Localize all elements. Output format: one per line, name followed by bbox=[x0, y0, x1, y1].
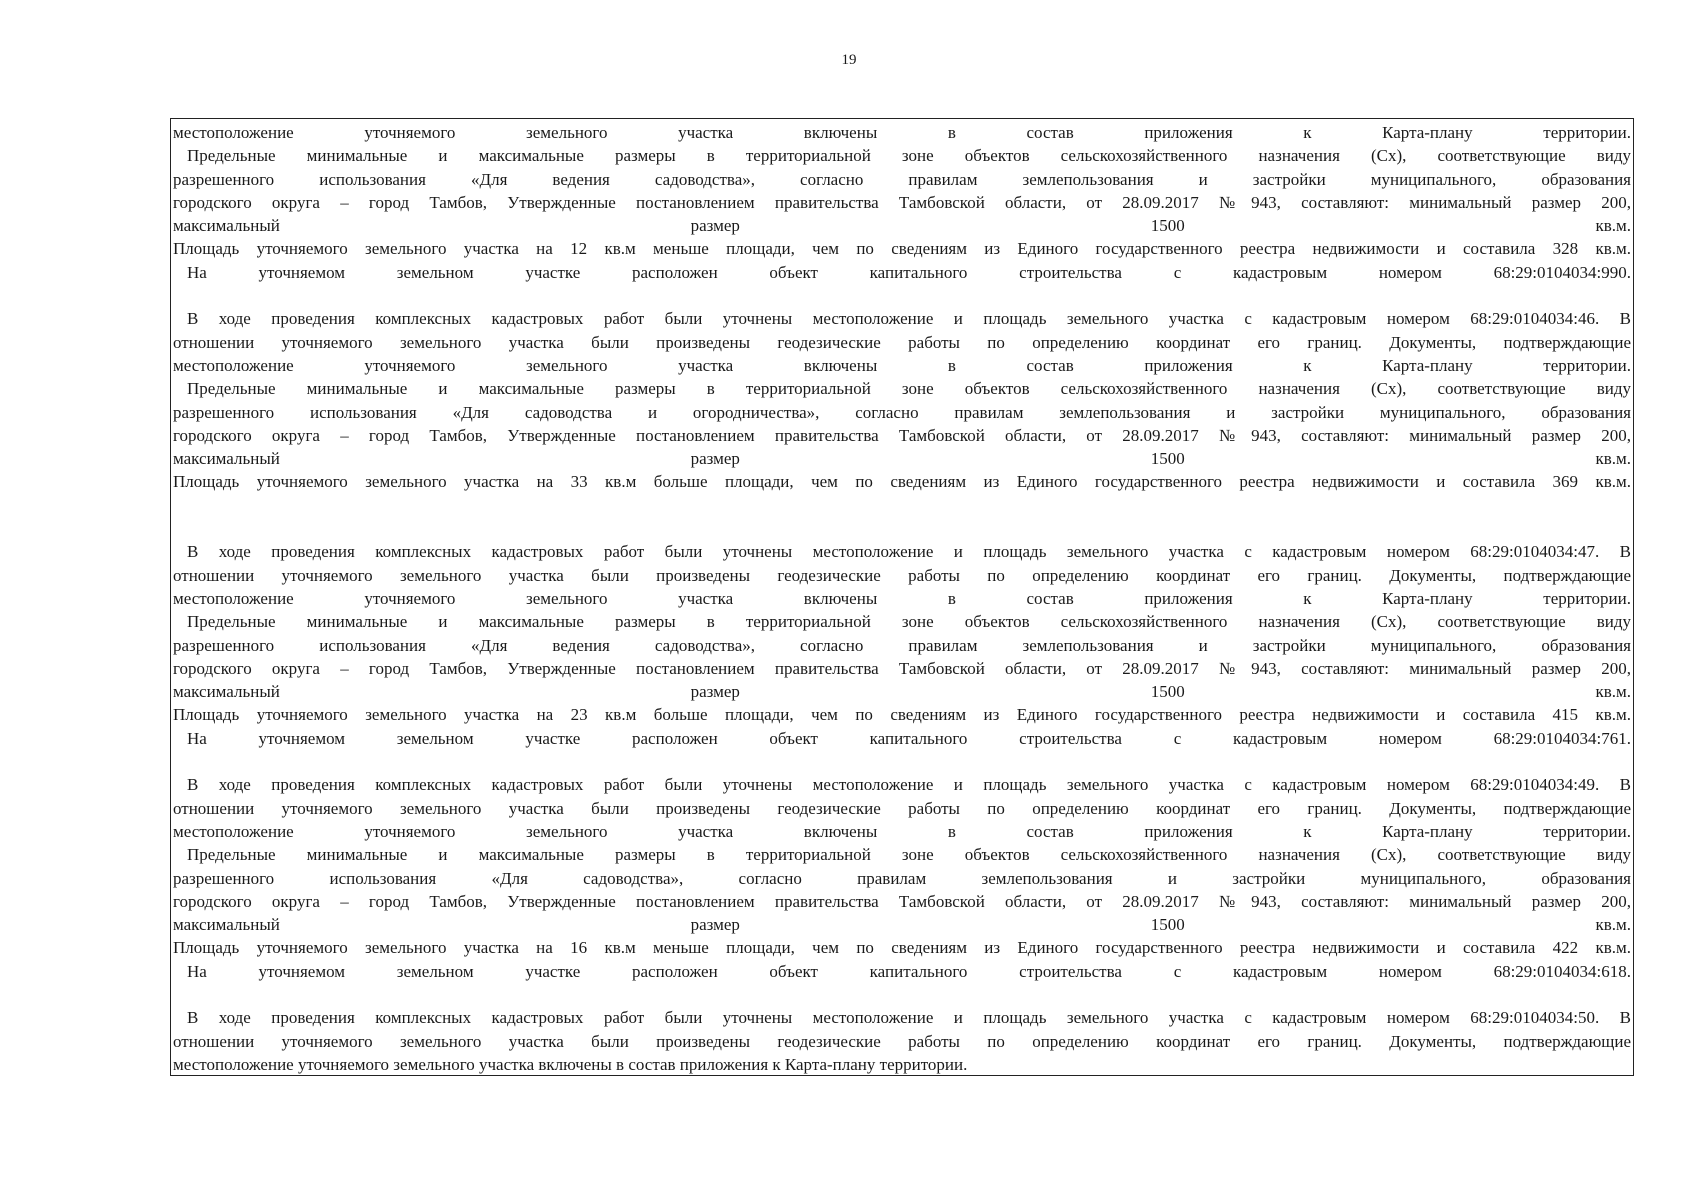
text-line: городского округа – город Тамбов, Утвержденные постановлением правительства Тамбовской области, от 28.09.2017 №943, составляют: минимальный размер 200, bbox=[173, 658, 1631, 678]
text-line: разрешенного использования «Для ведения садоводства», согласно правилам землепользования и застройки муниципального, образования bbox=[173, 169, 1631, 189]
text-line: местоположение уточняемого земельного участка включены в состав приложения к Карта-плану территории. bbox=[173, 821, 1631, 841]
text-line: разрешенного использования «Для садоводства», согласно правилам землепользования и застройки муниципального, образования bbox=[173, 868, 1631, 888]
page-number: 19 bbox=[841, 52, 857, 68]
document-body bbox=[171, 119, 1633, 1076]
text-line: разрешенного использования «Для ведения садоводства», согласно правилам землепользования и застройки муниципального, образования bbox=[173, 635, 1631, 655]
text-line: На уточняемом земельном участке расположен объект капитального строительства с кадастровым номером 68:29:0104034:618. bbox=[187, 961, 1631, 981]
paragraph-gap bbox=[173, 284, 1631, 307]
text-line: городского округа – город Тамбов, Утвержденные постановлением правительства Тамбовской области, от 28.09.2017 №943, составляют: минимальный размер 200, bbox=[173, 425, 1631, 445]
text-line: В ходе проведения комплексных кадастровых работ были уточнены местоположение и площадь земельного участка с кадастровым номером 68:29:0104034:49. В bbox=[187, 775, 1631, 795]
text-line: Предельные минимальные и максимальные размеры в территориальной зоне объектов сельскохозяйственного назначения (Сх), соответствующие виду bbox=[187, 612, 1631, 632]
text-line: отношении уточняемого земельного участка были произведены геодезические работы по определению координат его границ. Документы, подтверждающие bbox=[173, 565, 1631, 585]
paragraph-gap bbox=[173, 494, 1631, 517]
text-line: местоположение уточняемого земельного участка включены в состав приложения к Карта-плану территории. bbox=[173, 588, 1631, 608]
text-line: отношении уточняемого земельного участка были произведены геодезические работы по определению координат его границ. Документы, подтверждающие bbox=[173, 1031, 1631, 1051]
text-line: городского округа – город Тамбов, Утвержденные постановлением правительства Тамбовской области, от 28.09.2017 №943, составляют: минимальный размер 200, bbox=[173, 891, 1631, 911]
text-frame bbox=[170, 118, 1634, 1076]
text-line: На уточняемом земельном участке расположен объект капитального строительства с кадастровым номером 68:29:0104034:990. bbox=[187, 262, 1631, 282]
paragraph-gap bbox=[173, 517, 1631, 540]
text-line: В ходе проведения комплексных кадастровых работ были уточнены местоположение и площадь земельного участка с кадастровым номером 68:29:0104034:46. В bbox=[187, 309, 1631, 329]
text-line: городского округа – город Тамбов, Утвержденные постановлением правительства Тамбовской области, от 28.09.2017 №943, составляют: минимальный размер 200, bbox=[173, 192, 1631, 212]
text-line: отношении уточняемого земельного участка были произведены геодезические работы по определению координат его границ. Документы, подтверждающие bbox=[173, 798, 1631, 818]
text-line: отношении уточняемого земельного участка были произведены геодезические работы по определению координат его границ. Документы, подтверждающие bbox=[173, 332, 1631, 352]
text-line: В ходе проведения комплексных кадастровых работ были уточнены местоположение и площадь земельного участка с кадастровым номером 68:29:0104034:50. В bbox=[187, 1008, 1631, 1028]
text-line: Предельные минимальные и максимальные размеры в территориальной зоне объектов сельскохозяйственного назначения (Сх), соответствующие виду bbox=[187, 146, 1631, 166]
text-line: В ходе проведения комплексных кадастровых работ были уточнены местоположение и площадь земельного участка с кадастровым номером 68:29:0104034:47. В bbox=[187, 542, 1631, 562]
text-line: максимальный размер 1500 кв.м. bbox=[173, 915, 1631, 935]
text-line: Площадь уточняемого земельного участка на 23 кв.м больше площади, чем по сведениям из Единого государственного реестра недвижимости и составила 415 кв.м. bbox=[173, 705, 1631, 725]
text-line: Предельные минимальные и максимальные размеры в территориальной зоне объектов сельскохозяйственного назначения (Сх), соответствующие виду bbox=[187, 379, 1631, 399]
text-line: максимальный размер 1500 кв.м. bbox=[173, 449, 1631, 469]
paragraph-gap bbox=[173, 983, 1631, 1006]
paragraph-gap bbox=[173, 750, 1631, 773]
text-line: разрешенного использования «Для садоводства и огородничества», согласно правилам землепользования и застройки муниципального, образования bbox=[173, 402, 1631, 422]
text-line: На уточняемом земельном участке расположен объект капитального строительства с кадастровым номером 68:29:0104034:761. bbox=[187, 728, 1631, 748]
text-line: максимальный размер 1500 кв.м. bbox=[173, 216, 1631, 236]
text-line: Площадь уточняемого земельного участка на 33 кв.м больше площади, чем по сведениям из Единого государственного реестра недвижимости и составила 369 кв.м. bbox=[173, 472, 1631, 492]
text-line: местоположение уточняемого земельного участка включены в состав приложения к Карта-плану территории. bbox=[173, 355, 1631, 375]
text-line: Площадь уточняемого земельного участка на 16 кв.м меньше площади, чем по сведениям из Единого государственного реестра недвижимости и составила 422 кв.м. bbox=[173, 938, 1631, 958]
text-line: Площадь уточняемого земельного участка на 12 кв.м меньше площади, чем по сведениям из Единого государственного реестра недвижимости и составила 328 кв.м. bbox=[173, 239, 1631, 259]
text-line: максимальный размер 1500 кв.м. bbox=[173, 682, 1631, 702]
text-line: местоположение уточняемого земельного участка включены в состав приложения к Карта-плану территории. bbox=[173, 123, 1631, 142]
text-line: Предельные минимальные и максимальные размеры в территориальной зоне объектов сельскохозяйственного назначения (Сх), соответствующие виду bbox=[187, 845, 1631, 865]
text-line: местоположение уточняемого земельного участка включены в состав приложения к Карта-плану территории. bbox=[173, 1054, 968, 1074]
